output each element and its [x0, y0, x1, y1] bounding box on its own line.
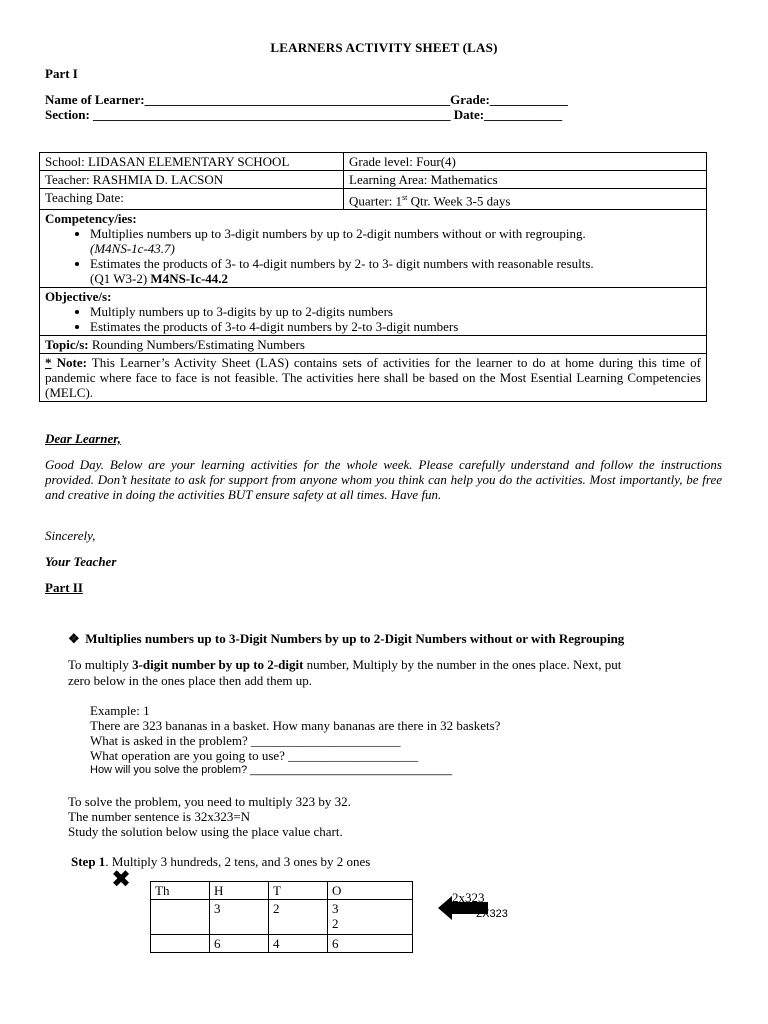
section-date-line: Section: _______________________________________________________ Date:____________ — [45, 107, 563, 122]
competency-item — [90, 256, 701, 286]
competency-2-text: Estimates the products of 3- to 4-digit numbers by 2- to 3- digit numbers with reasonable results. — [90, 256, 594, 272]
arrow-label-two: 2X323 — [476, 908, 508, 920]
solve-line-2: The number sentence is 32x323=N — [68, 809, 251, 824]
teacher-cell: Teacher: RASHMIA D. LACSON — [40, 171, 344, 189]
example-label: Example: 1 — [90, 703, 150, 718]
solve-line-1: To solve the problem, you need to multiply 323 by 32. — [68, 794, 351, 809]
note-star: * — [45, 355, 52, 371]
example-problem: There are 323 bananas in a basket. How many bananas are there in 32 baskets? — [90, 718, 501, 733]
pv-header-o: O — [328, 882, 413, 900]
pv-ones-top: 3 — [332, 901, 339, 916]
pv-cell: 2 — [269, 900, 328, 935]
quarter-cell — [344, 189, 707, 210]
arrow-label-one: 2x323 — [452, 890, 485, 905]
pv-header-t: T — [269, 882, 328, 900]
objective-item: • Multiply numbers up to 3-digits by up to 2-digits numbers — [90, 304, 701, 319]
question-operation: What operation are you going to use? ____________________ — [90, 748, 419, 763]
part-two-label: Part II — [45, 580, 83, 595]
intro-bold: 3-digit number by up to 2-digit — [132, 657, 304, 672]
objective-list — [45, 304, 701, 334]
pv-cell: 4 — [269, 935, 328, 953]
diamond-bullet-icon: ❖ — [68, 631, 80, 646]
pv-cell — [151, 935, 210, 953]
document-title: LEARNERS ACTIVITY SHEET (LAS) — [270, 40, 498, 55]
lesson-info-table — [39, 152, 707, 402]
pv-header-h: H — [210, 882, 269, 900]
note-text: This Learner’s Activity Sheet (LAS) contains sets of activities for the learner to do at home during this time of pandemic where face to face is not feasible. The activities here shall be based on the Most Esential Learning Competencies (MELC). — [45, 355, 701, 401]
objective-label: Objective/s: — [45, 289, 112, 305]
pv-cell: 3 — [210, 900, 269, 935]
intro-prefix: To multiply — [68, 657, 133, 672]
pv-header-th: Th — [151, 882, 210, 900]
pv-ones-bottom: 2 — [332, 916, 339, 931]
letter-signature: Your Teacher — [45, 554, 117, 569]
question-asked: What is asked in the problem? _______________________ — [90, 733, 401, 748]
pv-cell — [151, 900, 210, 935]
teaching-date-cell: Teaching Date: — [40, 189, 344, 210]
competency-2-code: M4NS-Ic-44.2 — [150, 271, 229, 287]
letter-closing: Sincerely, — [45, 528, 96, 543]
question-solve: How will you solve the problem? _________________________________ — [90, 764, 453, 776]
learning-area-cell: Learning Area: Mathematics — [344, 171, 707, 189]
competency-1-text: Multiplies numbers up to 3-digit numbers by up to 2-digit numbers without or with regrouping. — [90, 226, 586, 242]
solve-line-3: Study the solution below using the place value chart. — [68, 824, 343, 839]
part-one-label: Part I — [45, 66, 78, 81]
topic-cell — [40, 336, 707, 354]
intro-line-1 — [68, 657, 621, 673]
competency-1-code: (M4NS-1c-43.7) — [90, 241, 175, 257]
quarter-superscript: st — [402, 193, 408, 202]
competency-cell — [40, 210, 707, 288]
competency-list — [45, 226, 701, 286]
note-cell — [40, 354, 707, 402]
topic-label: Topic/s: — [45, 337, 89, 353]
step-one-text: . Multiply 3 hundreds, 2 tens, and 3 ones by 2 ones — [105, 854, 371, 869]
letter-salutation: Dear Learner, — [45, 431, 121, 446]
topic-text: Rounding Numbers/Estimating Numbers — [88, 337, 305, 353]
quarter-prefix: Quarter: 1 — [349, 193, 403, 209]
pv-cell: 6 — [210, 935, 269, 953]
step-one-label: Step 1 — [71, 854, 106, 869]
competency-label: Competency/ies: — [45, 211, 137, 227]
quarter-suffix: Qtr. Week 3-5 days — [407, 193, 511, 209]
objective-cell — [40, 288, 707, 336]
section-heading — [68, 631, 624, 647]
school-cell: School: LIDASAN ELEMENTARY SCHOOL — [40, 153, 344, 171]
competency-2-code-prefix: (Q1 W3-2) — [90, 271, 151, 287]
pv-cell: 6 — [328, 935, 413, 953]
objective-item: • Estimates the products of 3-to 4-digit numbers by 2-to 3-digit numbers — [90, 319, 701, 334]
competency-item — [90, 226, 701, 256]
intro-suffix: number, Multiply by the number in the ones place. Next, put — [303, 657, 622, 672]
name-grade-line: Name of Learner:_______________________________________________Grade:____________ — [45, 92, 568, 107]
note-label: Note: — [51, 355, 87, 371]
letter-body: Good Day. Below are your learning activities for the whole week. Please carefully understand and follow the instructions provided. Don’t hesitate to ask for support from anyone whom you think can help you do the activities. Most importantly, be free and creative in doing the activities BUT ensure safety at all times. Have fun. — [45, 457, 722, 502]
multiply-x-icon: ✖ — [111, 865, 132, 893]
section-heading-text: Multiplies numbers up to 3-Digit Numbers by up to 2-Digit Numbers without or with Regrouping — [85, 631, 625, 646]
intro-line-2: zero below in the ones place then add them up. — [68, 673, 313, 688]
place-value-chart — [150, 881, 413, 953]
grade-level-cell: Grade level: Four(4) — [344, 153, 707, 171]
pv-cell — [328, 900, 413, 935]
